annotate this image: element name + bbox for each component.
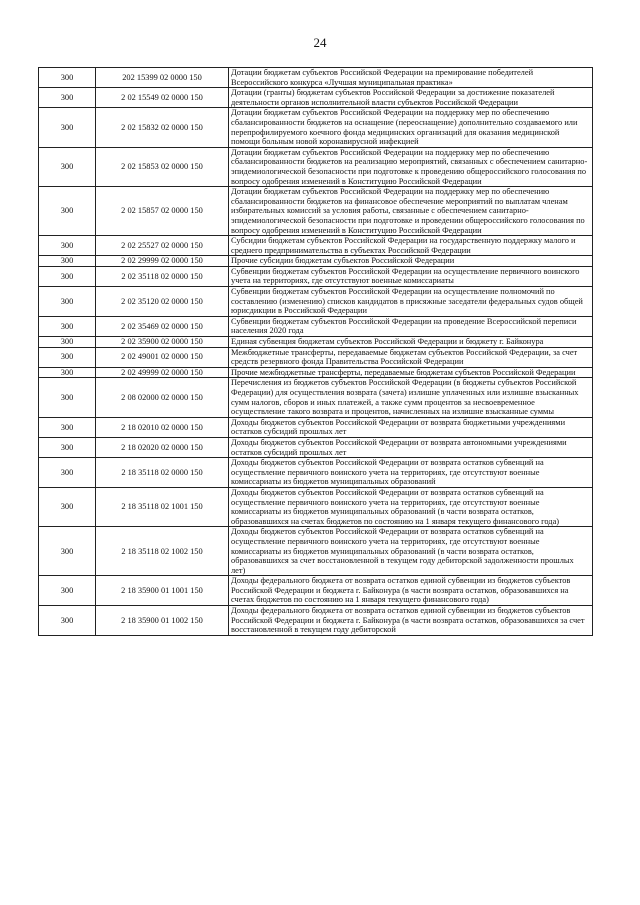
revenue-name-cell: Доходы бюджетов субъектов Российской Федерации от возврата бюджетными учреждениями остатков субсидий прошлых лет	[229, 417, 593, 437]
revenue-name-cell: Доходы бюджетов субъектов Российской Федерации от возврата остатков субвенций на осуществление первичного воинского учета на территориях, где отсутствуют военные комиссариаты из бюджетов муниципальных образований	[229, 458, 593, 488]
table-row	[39, 108, 593, 147]
admin-code-cell: 300	[39, 576, 96, 606]
admin-code-cell: 300	[39, 437, 96, 457]
budget-code-cell: 2 02 29999 02 0000 150	[96, 256, 229, 267]
budget-code-cell: 2 02 49999 02 0000 150	[96, 367, 229, 378]
revenue-name-cell: Перечисления из бюджетов субъектов Российской Федерации (в бюджеты субъектов Российской Федерации) для осуществления возврата (зачета) излишне уплаченных или излишне взысканных сумм налогов, сборов и иных платежей, а также сумм процентов за несвоевременное осуществление такого возврата и процентов, начисленных на излишне взысканные суммы	[229, 378, 593, 417]
revenue-name-cell: Прочие межбюджетные трансферты, передаваемые бюджетам субъектов Российской Федерации	[229, 367, 593, 378]
table-row	[39, 337, 593, 348]
admin-code-cell: 300	[39, 458, 96, 488]
admin-code-cell: 300	[39, 147, 96, 186]
revenue-name-cell: Дотации (гранты) бюджетам субъектов Российской Федерации за достижение показателей деятельности органов исполнительной власти субъектов Российской Федерации	[229, 88, 593, 108]
budget-code-cell: 2 02 35469 02 0000 150	[96, 316, 229, 336]
admin-code-cell: 300	[39, 256, 96, 267]
revenue-name-cell: Межбюджетные трансферты, передаваемые бюджетам субъектов Российской Федерации, за счет средств резервного фонда Правительства Российской Федерации	[229, 347, 593, 367]
budget-code-cell: 2 02 35118 02 0000 150	[96, 266, 229, 286]
table-row	[39, 527, 593, 576]
table-row	[39, 347, 593, 367]
revenue-name-cell: Дотации бюджетам субъектов Российской Федерации на поддержку мер по обеспечению сбалансированности бюджетов на оснащение (переоснащение) дополнительно создаваемого или перепрофилируемого коечного фонда медицинских организаций для оказания медицинской помощи больным новой коронавирусной инфекцией	[229, 108, 593, 147]
budget-code-cell: 2 02 15857 02 0000 150	[96, 187, 229, 236]
budget-code-cell: 2 18 35118 02 1001 150	[96, 487, 229, 526]
revenue-name-cell: Субвенции бюджетам субъектов Российской Федерации на осуществление первичного воинского учета на территориях, где отсутствуют военные комиссариаты	[229, 266, 593, 286]
page-number: 24	[313, 35, 327, 50]
revenue-name-cell: Субвенции бюджетам субъектов Российской Федерации на осуществление полномочий по составлению (изменению) списков кандидатов в присяжные заседатели федеральных судов общей юрисдикции в Российской Федерации	[229, 287, 593, 317]
admin-code-cell: 300	[39, 236, 96, 256]
admin-code-cell: 300	[39, 68, 96, 88]
budget-code-cell: 2 02 15549 02 0000 150	[96, 88, 229, 108]
table-row	[39, 266, 593, 286]
admin-code-cell: 300	[39, 316, 96, 336]
table-row	[39, 487, 593, 526]
admin-code-cell: 300	[39, 187, 96, 236]
revenue-name-cell: Единая субвенция бюджетам субъектов Российской Федерации и бюджету г. Байконура	[229, 337, 593, 348]
admin-code-cell: 300	[39, 606, 96, 636]
revenue-name-cell: Доходы федерального бюджета от возврата остатков единой субвенции из бюджетов субъектов Российской Федерации и бюджета г. Байконура (в части возврата остатков, образовавшихся за счет восстановленной в текущем году дебиторской	[229, 606, 593, 636]
table-row	[39, 606, 593, 636]
admin-code-cell: 300	[39, 108, 96, 147]
budget-code-cell: 2 02 35120 02 0000 150	[96, 287, 229, 317]
budget-code-cell: 2 18 35900 01 1001 150	[96, 576, 229, 606]
admin-code-cell: 300	[39, 378, 96, 417]
budget-code-cell: 2 18 02010 02 0000 150	[96, 417, 229, 437]
table-row	[39, 458, 593, 488]
table-row	[39, 367, 593, 378]
revenue-name-cell: Дотации бюджетам субъектов Российской Федерации на поддержку мер по обеспечению сбалансированности бюджетов на реализацию мероприятий, связанных с обеспечением санитарно-эпидемиологической безопасности при подготовке к проведению общероссийского голосования по вопросу одобрения изменений в Конституцию Российской Федерации	[229, 147, 593, 186]
admin-code-cell: 300	[39, 337, 96, 348]
budget-code-cell: 2 02 25527 02 0000 150	[96, 236, 229, 256]
table-row	[39, 437, 593, 457]
table-row	[39, 68, 593, 88]
budget-code-cell: 2 08 02000 02 0000 150	[96, 378, 229, 417]
budget-code-cell: 2 02 15832 02 0000 150	[96, 108, 229, 147]
revenue-name-cell: Дотации бюджетам субъектов Российской Федерации на премирование победителей Всероссийского конкурса «Лучшая муниципальная практика»	[229, 68, 593, 88]
budget-code-cell: 2 18 35118 02 1002 150	[96, 527, 229, 576]
revenue-name-cell: Доходы федерального бюджета от возврата остатков единой субвенции из бюджетов субъектов Российской Федерации и бюджета г. Байконура (в части возврата остатков, образовавшихся на счетах бюджетов по состоянию на 1 января текущего финансового года)	[229, 576, 593, 606]
table-row	[39, 187, 593, 236]
table-row	[39, 576, 593, 606]
budget-code-cell: 2 18 35900 01 1002 150	[96, 606, 229, 636]
table-row	[39, 287, 593, 317]
admin-code-cell: 300	[39, 417, 96, 437]
table-row	[39, 236, 593, 256]
budget-code-cell: 2 02 35900 02 0000 150	[96, 337, 229, 348]
admin-code-cell: 300	[39, 527, 96, 576]
budget-code-cell: 2 02 49001 02 0000 150	[96, 347, 229, 367]
revenue-name-cell: Доходы бюджетов субъектов Российской Федерации от возврата автономными учреждениями остатков субсидий прошлых лет	[229, 437, 593, 457]
admin-code-cell: 300	[39, 88, 96, 108]
budget-code-cell: 2 18 02020 02 0000 150	[96, 437, 229, 457]
budget-classification-table	[38, 67, 593, 636]
table-row	[39, 147, 593, 186]
budget-code-cell: 202 15399 02 0000 150	[96, 68, 229, 88]
revenue-name-cell: Доходы бюджетов субъектов Российской Федерации от возврата остатков субвенций на осуществление первичного воинского учета на территориях, где отсутствуют военные комиссариаты из бюджетов муниципальных образований (в части возврата остатков, образовавшихся за счет восстановленной в текущем году дебиторской задолженности прошлых лет)	[229, 527, 593, 576]
table-row	[39, 316, 593, 336]
admin-code-cell: 300	[39, 367, 96, 378]
admin-code-cell: 300	[39, 487, 96, 526]
table-row	[39, 88, 593, 108]
admin-code-cell: 300	[39, 347, 96, 367]
admin-code-cell: 300	[39, 287, 96, 317]
budget-code-cell: 2 02 15853 02 0000 150	[96, 147, 229, 186]
revenue-name-cell: Прочие субсидии бюджетам субъектов Российской Федерации	[229, 256, 593, 267]
table-row	[39, 256, 593, 267]
budget-code-cell: 2 18 35118 02 0000 150	[96, 458, 229, 488]
revenue-name-cell: Доходы бюджетов субъектов Российской Федерации от возврата остатков субвенций на осуществление первичного воинского учета на территориях, где отсутствуют военные комиссариаты из бюджетов муниципальных образований (в части возврата остатков, образовавшихся на счетах бюджетов по состоянию на 1 января текущего финансового года)	[229, 487, 593, 526]
admin-code-cell: 300	[39, 266, 96, 286]
revenue-name-cell: Субвенции бюджетам субъектов Российской Федерации на проведение Всероссийской переписи населения 2020 года	[229, 316, 593, 336]
table-row	[39, 417, 593, 437]
revenue-name-cell: Субсидии бюджетам субъектов Российской Федерации на государственную поддержку малого и среднего предпринимательства в субъектах Российской Федерации	[229, 236, 593, 256]
table-row	[39, 378, 593, 417]
revenue-name-cell: Дотации бюджетам субъектов Российской Федерации на поддержку мер по обеспечению сбалансированности бюджетов на финансовое обеспечение мероприятий по выплатам членам избирательных комиссий за условия работы, связанные с обеспечением санитарно-эпидемиологической безопасности при подготовке и проведении общероссийского голосования по вопросу одобрения изменений в Конституцию Российской Федерации	[229, 187, 593, 236]
